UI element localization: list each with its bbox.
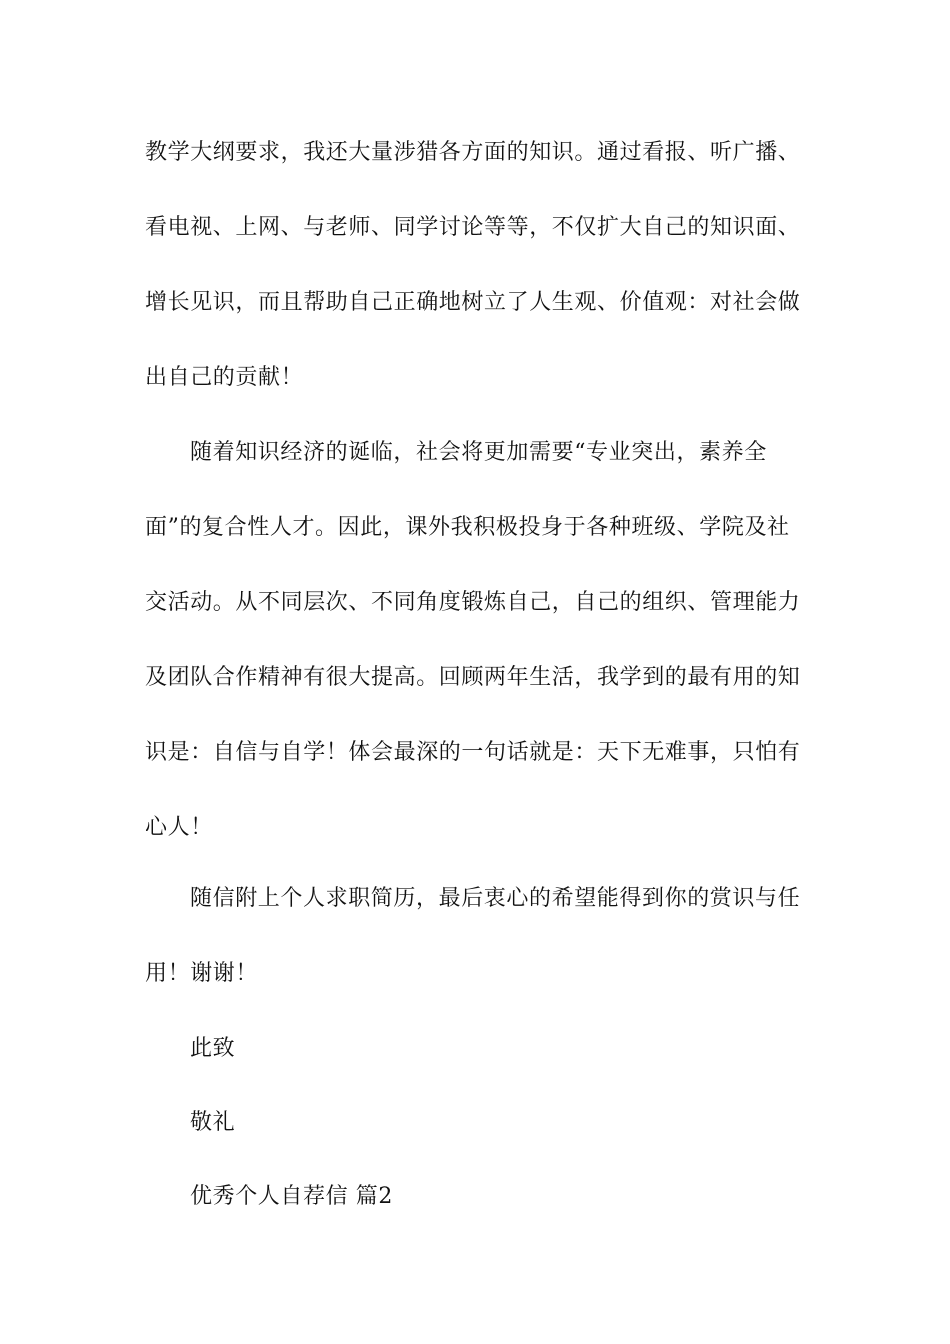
paragraph-line: 增长见识，而且帮助自己正确地树立了人生观、价值观：对社会做 [145, 290, 801, 315]
paragraph-line: 面”的复合性人才。因此，课外我积极投身于各种班级、学院及社 [145, 515, 790, 540]
paragraph-line: 识是：自信与自学！体会最深的一句话就是：天下无难事，只怕有 [145, 740, 801, 765]
paragraph-line: 出自己的贡献！ [145, 365, 304, 390]
paragraph-line: 随信附上个人求职简历，最后衷心的希望能得到你的赏识与任 [190, 886, 801, 911]
paragraph-line: 及团队合作精神有很大提高。回顾两年生活，我学到的最有用的知 [145, 665, 801, 690]
paragraph-line: 心人！ [145, 815, 213, 840]
paragraph-line: 随着知识经济的诞临，社会将更加需要“专业突出，素养全 [190, 440, 767, 465]
paragraph-line: 教学大纲要求，我还大量涉猎各方面的知识。通过看报、听广播、 [145, 140, 801, 165]
closing-regards: 敬礼 [190, 1110, 236, 1135]
paragraph-line: 用！谢谢！ [145, 961, 259, 986]
paragraph-line: 看电视、上网、与老师、同学讨论等等，不仅扩大自己的知识面、 [145, 215, 801, 240]
section-heading: 优秀个人自荐信 篇2 [190, 1184, 393, 1209]
closing-salutation: 此致 [190, 1036, 236, 1061]
paragraph-line: 交活动。从不同层次、不同角度锻炼自己，自己的组织、管理能力 [145, 590, 801, 615]
